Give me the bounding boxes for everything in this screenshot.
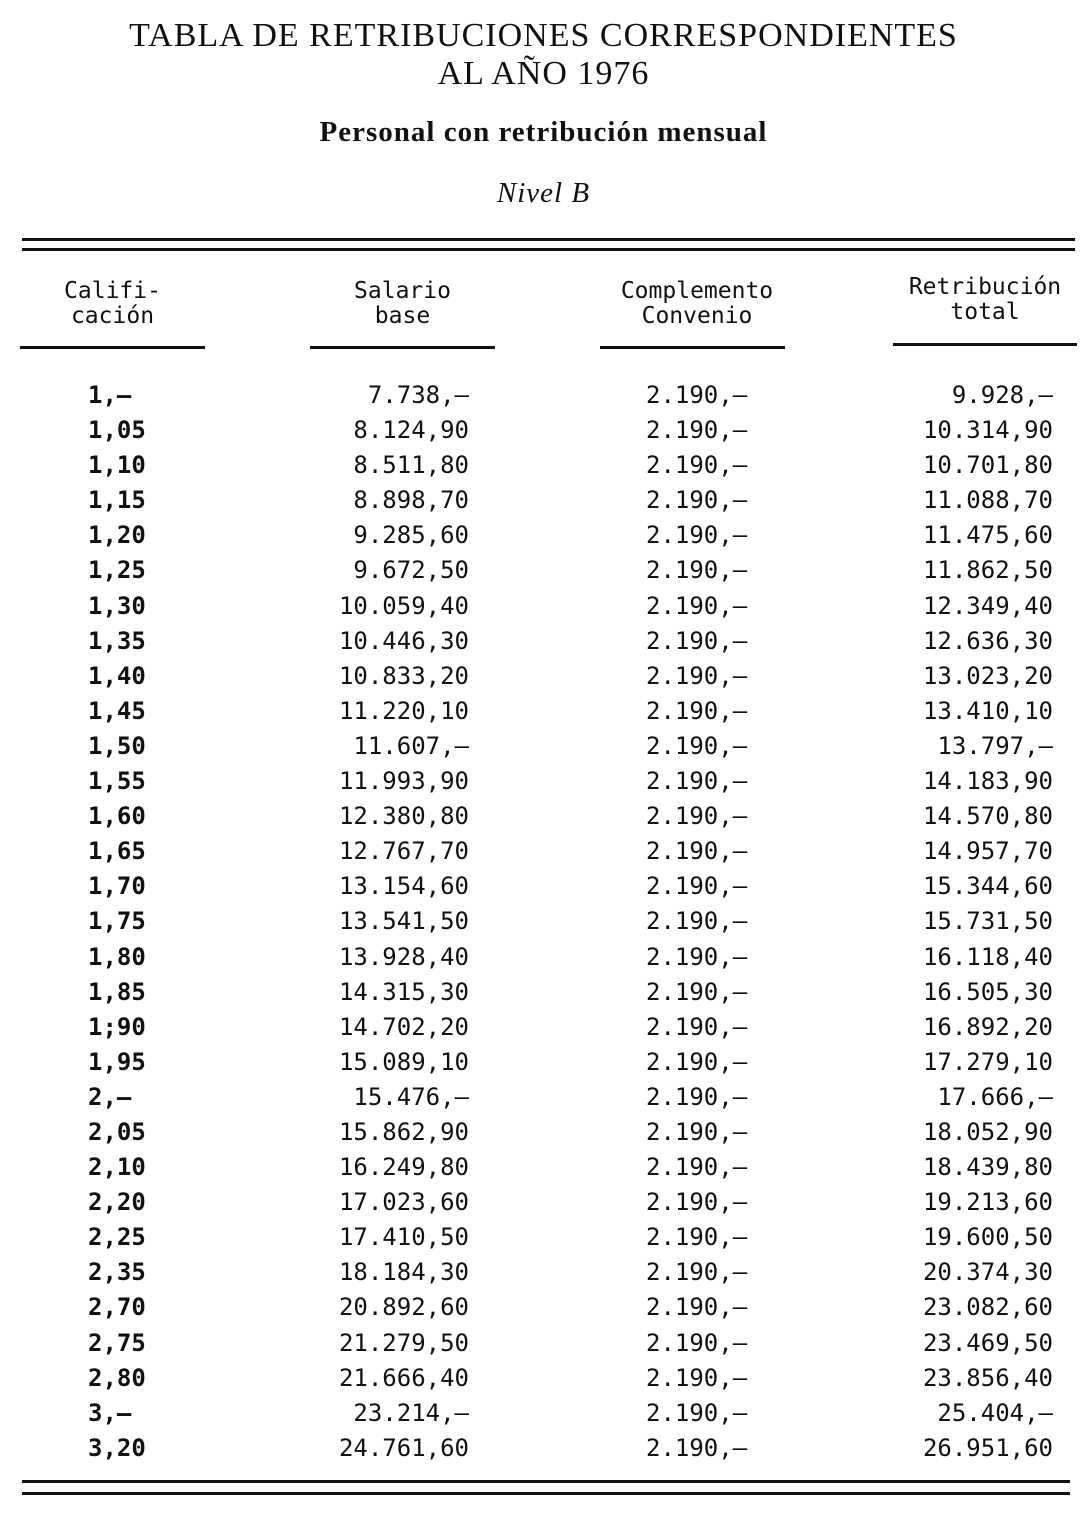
cell-calificacion: 2,20	[88, 1188, 146, 1217]
cell-retribucion-total: 20.374,30	[922, 1258, 1053, 1287]
cell-retribucion-total: 18.439,80	[922, 1153, 1053, 1182]
cell-salario-base: 23.214,—	[353, 1398, 469, 1427]
cell-salario-base: 10.446,30	[338, 626, 469, 655]
cell-complemento: 2.190,—	[646, 837, 748, 866]
cell-calificacion: 1,20	[88, 521, 146, 550]
cell-salario-base: 9.285,60	[353, 521, 469, 550]
bottom-rule-1	[22, 1480, 1070, 1483]
document-subtitle: Personal con retribución mensual	[319, 116, 768, 148]
cell-retribucion-total: 15.344,60	[922, 872, 1053, 901]
table-row	[0, 1115, 1087, 1150]
table-row	[0, 1080, 1087, 1115]
cell-calificacion: 1,—	[88, 381, 132, 409]
cell-complemento: 2.190,—	[646, 907, 748, 936]
document-title-line-1: TABLA DE RETRIBUCIONES CORRESPONDIENTES	[129, 17, 958, 54]
header-complemento-convenio-line-1: Complemento	[620, 278, 774, 304]
cell-calificacion: 1,05	[88, 416, 146, 445]
cell-retribucion-total: 14.957,70	[922, 837, 1053, 866]
cell-retribucion-total: 19.600,50	[922, 1223, 1053, 1252]
cell-complemento: 2.190,—	[646, 1398, 748, 1427]
cell-retribucion-total: 23.856,40	[922, 1363, 1053, 1392]
cell-calificacion: 1,15	[88, 486, 146, 515]
cell-retribucion-total: 12.349,40	[922, 591, 1053, 620]
cell-calificacion: 1,70	[88, 872, 146, 901]
top-rule-1	[22, 238, 1075, 241]
cell-salario-base: 10.833,20	[338, 661, 469, 690]
cell-calificacion: 3,—	[88, 1398, 132, 1427]
cell-retribucion-total: 16.505,30	[922, 977, 1053, 1006]
table-row	[0, 1431, 1087, 1466]
table-row	[0, 659, 1087, 694]
cell-retribucion-total: 23.082,60	[922, 1293, 1053, 1322]
cell-calificacion: 1,10	[88, 451, 146, 480]
table-row	[0, 1220, 1087, 1255]
header-calificacion-line-1: Califi-	[64, 278, 161, 304]
cell-salario-base: 11.993,90	[338, 767, 469, 796]
cell-salario-base: 21.279,50	[338, 1328, 469, 1357]
header-complemento-convenio	[592, 279, 802, 329]
bottom-rule-2	[22, 1492, 1070, 1495]
cell-calificacion: 2,05	[88, 1117, 146, 1146]
table-row	[0, 1255, 1087, 1290]
cell-retribucion-total: 11.862,50	[922, 556, 1053, 585]
table-row	[0, 1010, 1087, 1045]
cell-retribucion-total: 23.469,50	[922, 1328, 1053, 1357]
header-underline-retribucion	[893, 343, 1077, 346]
cell-retribucion-total: 13.797,—	[937, 731, 1053, 760]
table-row	[0, 1326, 1087, 1361]
cell-salario-base: 10.059,40	[338, 591, 469, 620]
cell-salario-base: 9.672,50	[353, 556, 469, 585]
cell-retribucion-total: 26.951,60	[922, 1433, 1053, 1462]
cell-salario-base: 13.541,50	[338, 907, 469, 936]
cell-salario-base: 16.249,80	[338, 1153, 469, 1182]
cell-calificacion: 1,60	[88, 802, 146, 831]
table-row	[0, 1045, 1087, 1080]
cell-salario-base: 8.898,70	[353, 486, 469, 515]
cell-complemento: 2.190,—	[646, 1363, 748, 1392]
cell-salario-base: 11.607,—	[353, 731, 469, 760]
table-row	[0, 799, 1087, 834]
header-salario-base-line-2: base	[374, 303, 431, 329]
cell-retribucion-total: 10.701,80	[922, 451, 1053, 480]
document-title-line-2: AL AÑO 1976	[437, 55, 650, 92]
table-row	[0, 1361, 1087, 1396]
cell-salario-base: 24.761,60	[338, 1433, 469, 1462]
cell-complemento: 2.190,—	[646, 661, 748, 690]
cell-complemento: 2.190,—	[646, 1047, 748, 1076]
cell-calificacion: 2,10	[88, 1153, 146, 1182]
table-row	[0, 518, 1087, 553]
table-row	[0, 940, 1087, 975]
cell-complemento: 2.190,—	[646, 767, 748, 796]
cell-salario-base: 15.089,10	[338, 1047, 469, 1076]
table-row	[0, 1150, 1087, 1185]
cell-salario-base: 8.511,80	[353, 451, 469, 480]
table-row	[0, 694, 1087, 729]
cell-salario-base: 13.154,60	[338, 872, 469, 901]
cell-calificacion: 1,25	[88, 556, 146, 585]
cell-calificacion: 1,30	[88, 591, 146, 620]
cell-retribucion-total: 11.088,70	[922, 486, 1053, 515]
cell-salario-base: 11.220,10	[338, 696, 469, 725]
header-salario-base-line-1: Salario	[354, 278, 451, 304]
cell-complemento: 2.190,—	[646, 1012, 748, 1041]
cell-retribucion-total: 17.666,—	[937, 1082, 1053, 1111]
cell-complemento: 2.190,—	[646, 1223, 748, 1252]
cell-calificacion: 1,50	[88, 731, 146, 760]
document-level: Nivel B	[496, 177, 591, 209]
cell-complemento: 2.190,—	[646, 731, 748, 760]
table-row	[0, 1290, 1087, 1325]
cell-retribucion-total: 10.314,90	[922, 416, 1053, 445]
cell-complemento: 2.190,—	[646, 1433, 748, 1462]
table-row	[0, 729, 1087, 764]
cell-retribucion-total: 25.404,—	[937, 1398, 1053, 1427]
header-salario-base	[310, 279, 495, 329]
header-complemento-convenio-line-2: Convenio	[641, 303, 753, 329]
cell-retribucion-total: 16.892,20	[922, 1012, 1053, 1041]
table-row	[0, 834, 1087, 869]
table-row	[0, 764, 1087, 799]
cell-calificacion: 2,75	[88, 1328, 146, 1357]
cell-salario-base: 13.928,40	[338, 942, 469, 971]
cell-complemento: 2.190,—	[646, 1117, 748, 1146]
header-retribucion-total-line-1: Retribución	[908, 274, 1062, 300]
cell-complemento: 2.190,—	[646, 1188, 748, 1217]
cell-salario-base: 21.666,40	[338, 1363, 469, 1392]
cell-complemento: 2.190,—	[646, 1153, 748, 1182]
cell-retribucion-total: 14.183,90	[922, 767, 1053, 796]
cell-calificacion: 1,55	[88, 767, 146, 796]
table-row	[0, 975, 1087, 1010]
header-underline-calificacion	[20, 346, 205, 349]
cell-complemento: 2.190,—	[646, 1328, 748, 1357]
cell-complemento: 2.190,—	[646, 977, 748, 1006]
table-row	[0, 378, 1087, 413]
cell-calificacion: 1,75	[88, 907, 146, 936]
cell-complemento: 2.190,—	[646, 381, 748, 409]
cell-calificacion: 1,80	[88, 942, 146, 971]
table-row	[0, 624, 1087, 659]
cell-retribucion-total: 12.636,30	[922, 626, 1053, 655]
cell-retribucion-total: 17.279,10	[922, 1047, 1053, 1076]
table-row	[0, 448, 1087, 483]
cell-salario-base: 15.862,90	[338, 1117, 469, 1146]
cell-calificacion: 3,20	[88, 1433, 146, 1462]
cell-calificacion: 2,25	[88, 1223, 146, 1252]
cell-salario-base: 12.767,70	[338, 837, 469, 866]
cell-salario-base: 17.410,50	[338, 1223, 469, 1252]
cell-calificacion: 1,85	[88, 977, 146, 1006]
cell-complemento: 2.190,—	[646, 591, 748, 620]
cell-calificacion: 1,40	[88, 661, 146, 690]
cell-complemento: 2.190,—	[646, 416, 748, 445]
cell-complemento: 2.190,—	[646, 1293, 748, 1322]
cell-calificacion: 1;90	[88, 1012, 146, 1041]
cell-complemento: 2.190,—	[646, 696, 748, 725]
cell-calificacion: 2,80	[88, 1363, 146, 1392]
cell-calificacion: 1,35	[88, 626, 146, 655]
cell-retribucion-total: 13.023,20	[922, 661, 1053, 690]
cell-salario-base: 7.738,—	[367, 381, 469, 409]
cell-calificacion: 1,65	[88, 837, 146, 866]
cell-salario-base: 15.476,—	[353, 1082, 469, 1111]
cell-complemento: 2.190,—	[646, 1258, 748, 1287]
table-row	[0, 1396, 1087, 1431]
table-row	[0, 1185, 1087, 1220]
cell-salario-base: 17.023,60	[338, 1188, 469, 1217]
cell-complemento: 2.190,—	[646, 872, 748, 901]
table-row	[0, 589, 1087, 624]
top-rule-2	[22, 248, 1075, 251]
cell-complemento: 2.190,—	[646, 521, 748, 550]
cell-calificacion: 1,45	[88, 696, 146, 725]
cell-retribucion-total: 16.118,40	[922, 942, 1053, 971]
cell-retribucion-total: 15.731,50	[922, 907, 1053, 936]
header-calificacion	[20, 279, 205, 329]
table-row	[0, 413, 1087, 448]
table-row	[0, 483, 1087, 518]
cell-retribucion-total: 11.475,60	[922, 521, 1053, 550]
cell-retribucion-total: 9.928,—	[951, 381, 1053, 409]
cell-retribucion-total: 13.410,10	[922, 696, 1053, 725]
cell-salario-base: 20.892,60	[338, 1293, 469, 1322]
table-body	[0, 378, 1087, 1466]
header-retribucion-total	[890, 275, 1080, 325]
cell-retribucion-total: 19.213,60	[922, 1188, 1053, 1217]
cell-salario-base: 14.702,20	[338, 1012, 469, 1041]
cell-complemento: 2.190,—	[646, 451, 748, 480]
header-calificacion-line-2: cación	[70, 303, 155, 329]
header-retribucion-total-line-2: total	[950, 299, 1020, 325]
cell-calificacion: 2,35	[88, 1258, 146, 1287]
cell-complemento: 2.190,—	[646, 942, 748, 971]
cell-complemento: 2.190,—	[646, 486, 748, 515]
cell-calificacion: 2,—	[88, 1082, 132, 1111]
cell-complemento: 2.190,—	[646, 1082, 748, 1111]
cell-salario-base: 14.315,30	[338, 977, 469, 1006]
table-row	[0, 869, 1087, 904]
cell-salario-base: 18.184,30	[338, 1258, 469, 1287]
cell-calificacion: 1,95	[88, 1047, 146, 1076]
table-row	[0, 904, 1087, 939]
cell-calificacion: 2,70	[88, 1293, 146, 1322]
cell-complemento: 2.190,—	[646, 556, 748, 585]
cell-complemento: 2.190,—	[646, 802, 748, 831]
cell-retribucion-total: 18.052,90	[922, 1117, 1053, 1146]
cell-salario-base: 8.124,90	[353, 416, 469, 445]
cell-retribucion-total: 14.570,80	[922, 802, 1053, 831]
header-underline-complemento	[600, 346, 785, 349]
cell-salario-base: 12.380,80	[338, 802, 469, 831]
header-underline-salario	[310, 346, 495, 349]
cell-complemento: 2.190,—	[646, 626, 748, 655]
table-row	[0, 553, 1087, 588]
